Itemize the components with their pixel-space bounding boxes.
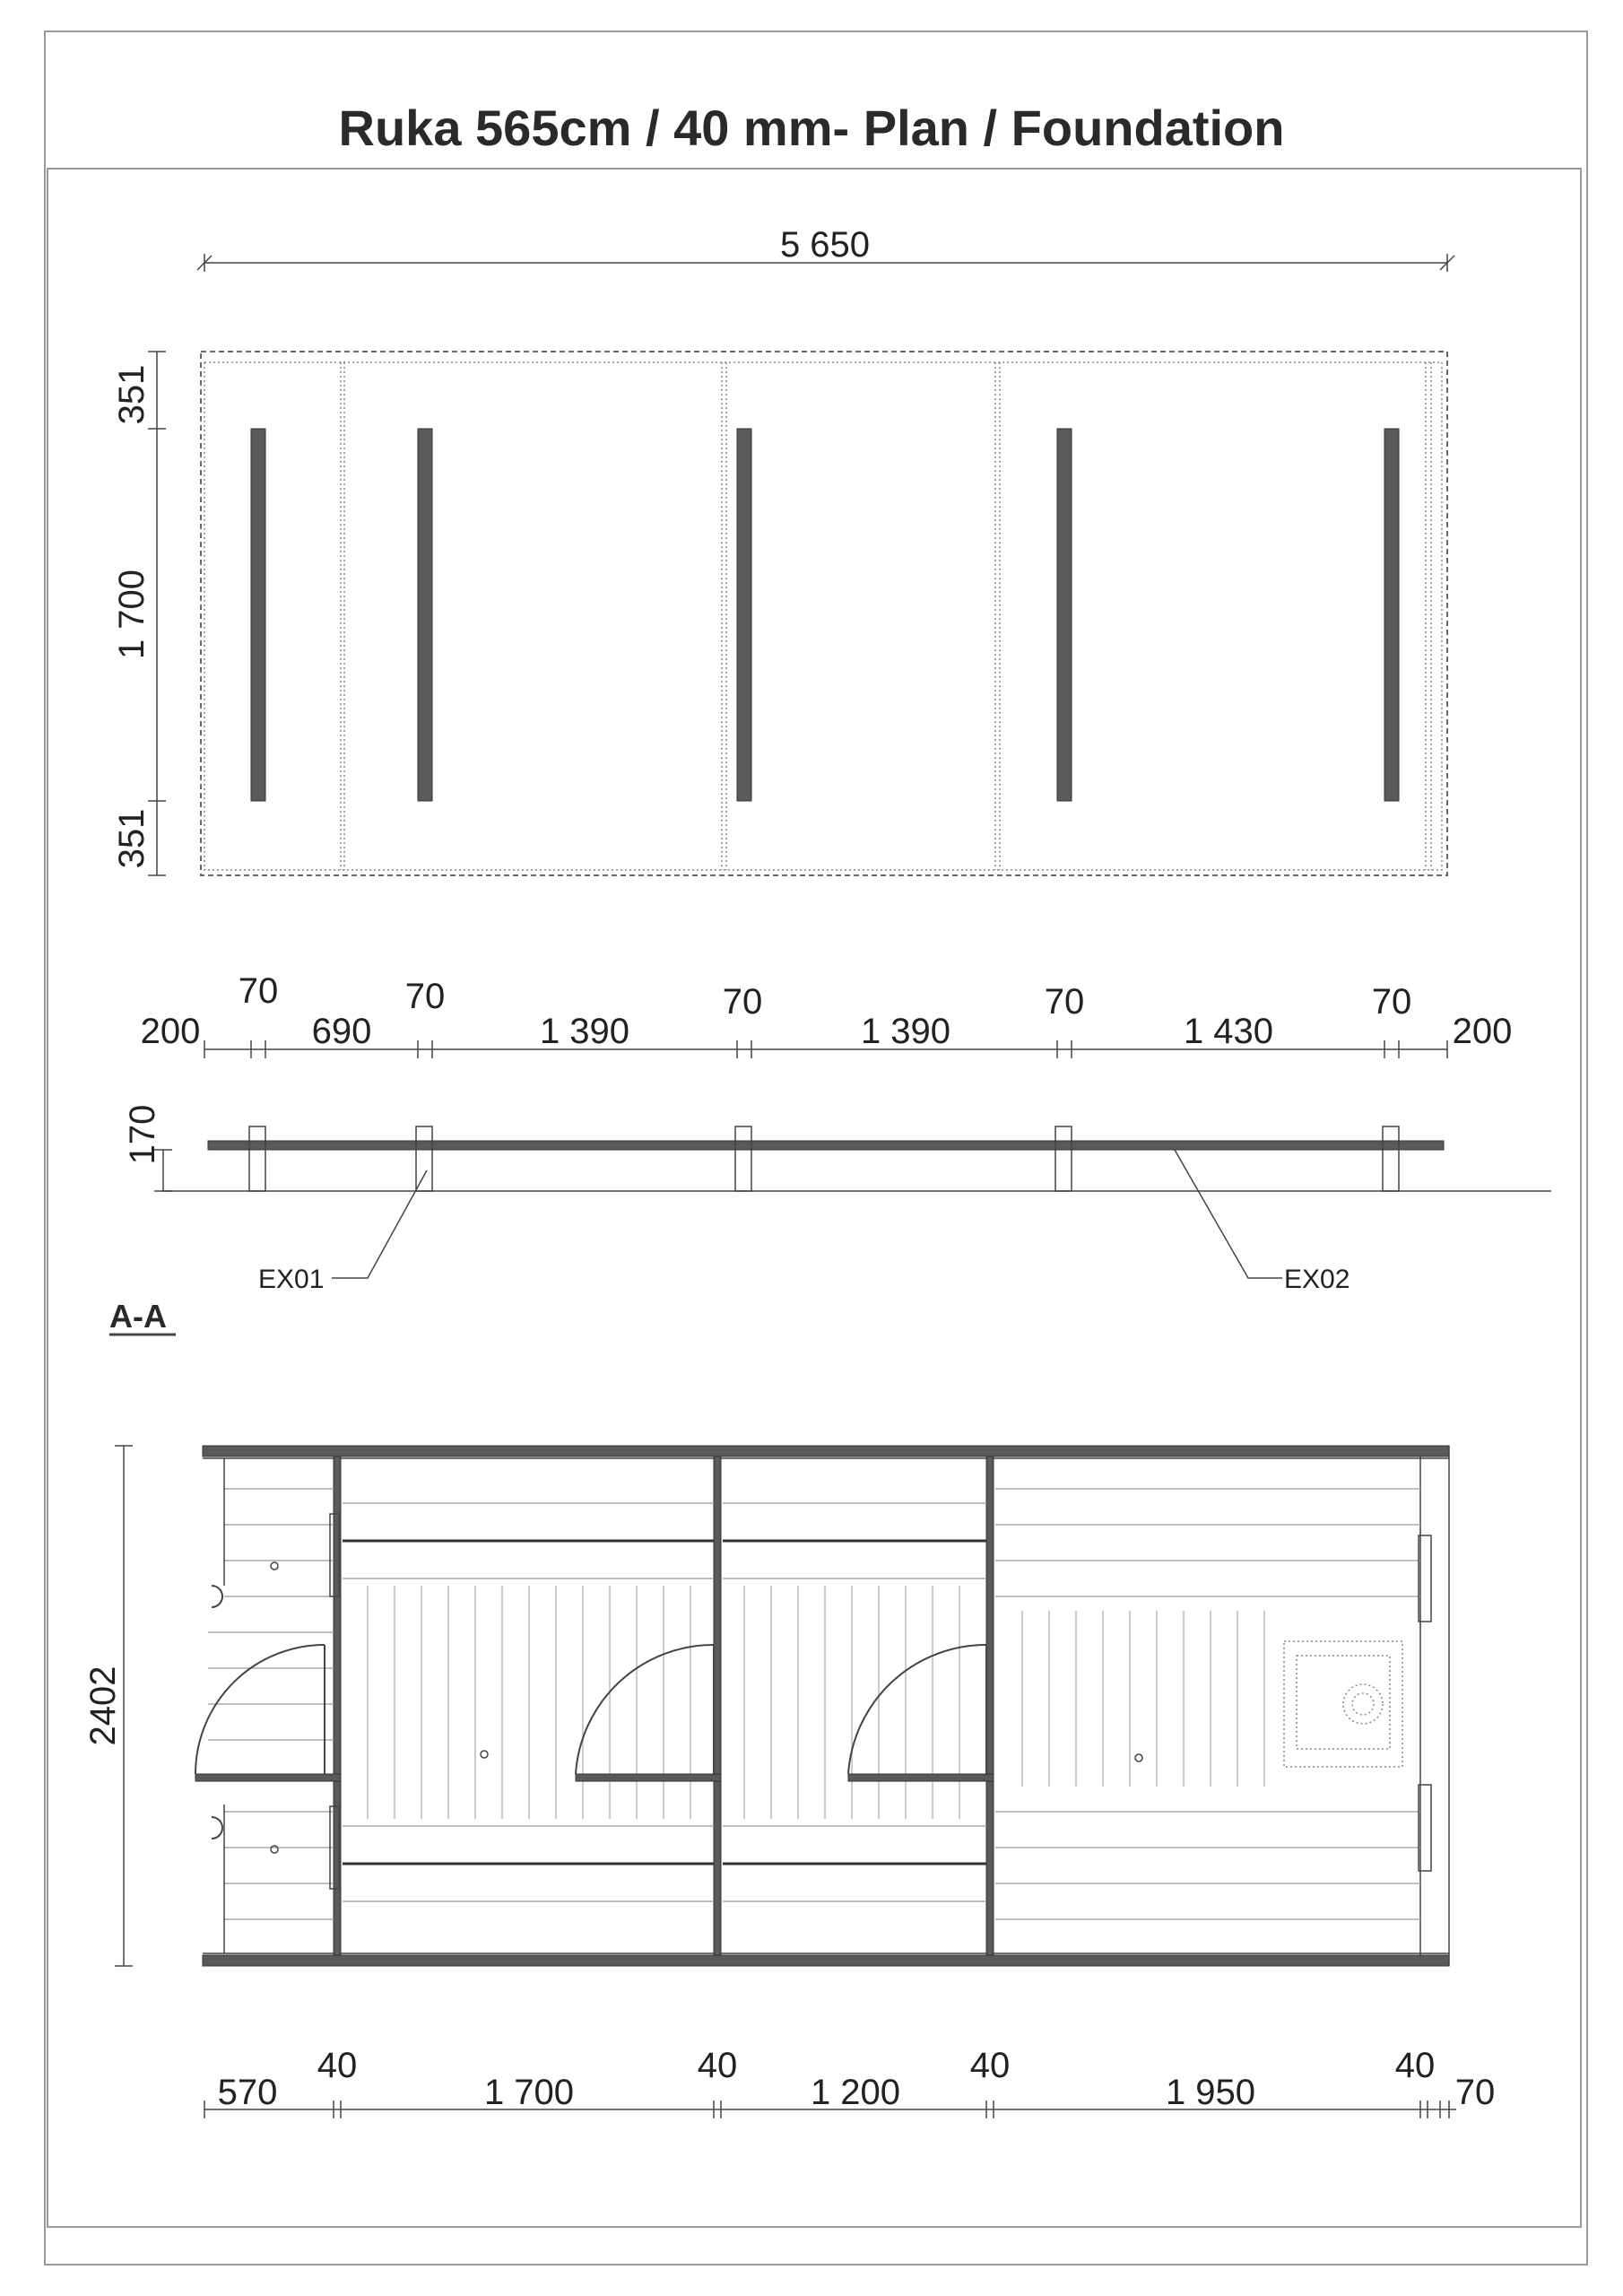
floor-plan	[83, 1446, 1495, 2118]
room-dim-3: 1 200	[810, 2073, 901, 2112]
spacing-dim-1: 200	[140, 1012, 201, 1051]
partition-wall-2	[714, 1457, 721, 1955]
foundation-beam-3	[737, 429, 751, 801]
room-dim-4: 1 950	[1165, 2073, 1256, 2112]
partition-wall-3	[986, 1457, 994, 1955]
wall-dim-3: 40	[969, 2046, 1011, 2085]
foundation-plan	[112, 225, 1454, 875]
beam-width-dim-5: 70	[1371, 982, 1412, 1022]
foundation-beam-5	[1384, 429, 1399, 801]
inner-border	[48, 169, 1581, 2227]
foundation-beam-2	[418, 429, 432, 801]
room-dim-2: 1 700	[483, 2073, 575, 2112]
beam-width-dim-3: 70	[722, 982, 763, 1022]
floor-height-dim: 2402	[83, 1665, 123, 1746]
beam-width-dim-2: 70	[404, 977, 446, 1016]
sheet-title: Ruka 565cm / 40 mm- Plan / Foundation	[338, 100, 1285, 156]
side-dim-top: 351	[112, 364, 152, 425]
label-ex01: EX01	[258, 1265, 325, 1294]
room-dim-1: 570	[217, 2073, 278, 2112]
spacing-dim-6: 200	[1452, 1012, 1513, 1051]
spacing-dim-3: 1 390	[539, 1012, 630, 1051]
spacing-dim-5: 1 430	[1183, 1012, 1274, 1051]
wall-dim-4: 40	[1394, 2046, 1436, 2085]
beam-width-dim-4: 70	[1044, 982, 1085, 1022]
label-ex02: EX02	[1284, 1265, 1350, 1294]
section-beam	[208, 1141, 1444, 1150]
foundation-beam-4	[1057, 429, 1072, 801]
spacing-dim-2: 690	[311, 1012, 372, 1051]
side-dim-middle: 1 700	[112, 569, 152, 660]
wall-dim-1: 40	[317, 2046, 358, 2085]
section-title: A-A	[109, 1298, 167, 1335]
overall-width-dim: 5 650	[779, 225, 871, 265]
foundation-dimensions	[141, 971, 1513, 1058]
foundation-beam-1	[251, 429, 265, 801]
side-dim-bottom: 351	[112, 808, 152, 869]
section-aa	[109, 1105, 1551, 1335]
foundation-height-dim: 170	[123, 1104, 162, 1165]
sauna-stove	[1284, 1641, 1402, 1767]
beam-width-dim-1: 70	[238, 971, 279, 1011]
end-dim: 70	[1454, 2073, 1496, 2112]
partition-wall-1	[334, 1457, 341, 1955]
wall-dim-2: 40	[697, 2046, 738, 2085]
spacing-dim-4: 1 390	[860, 1012, 951, 1051]
